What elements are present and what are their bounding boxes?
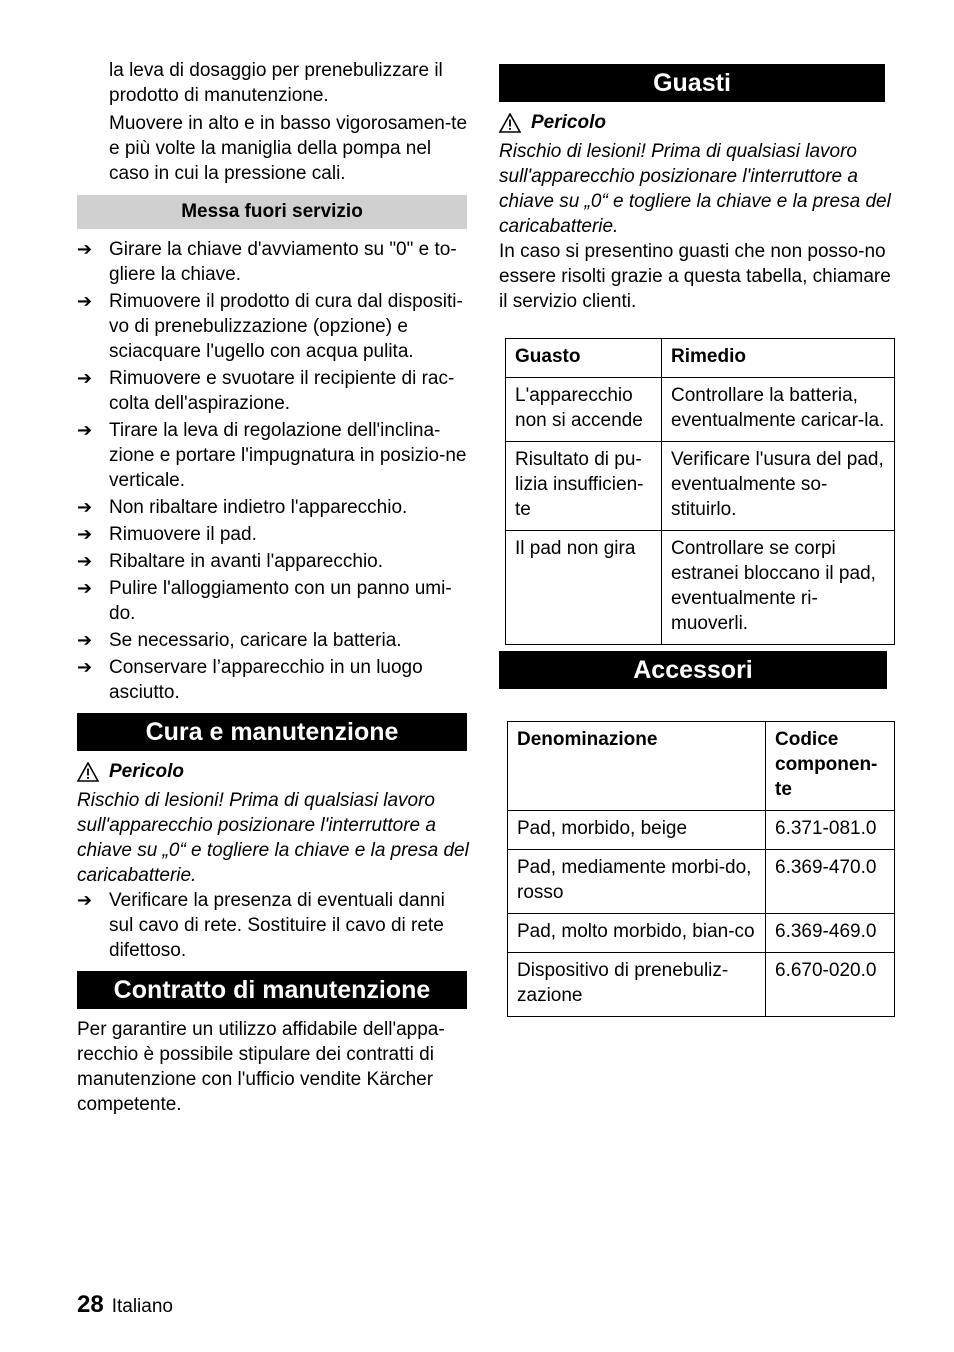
arrow-right-icon: ➔	[77, 657, 93, 678]
accessori-table	[507, 721, 895, 1017]
table-header-cell: Guasto	[506, 339, 662, 378]
danger-label: Pericolo	[77, 759, 473, 784]
list-item: ➔ Rimuovere il prodotto di cura dal dispositi-vo di prenebulizzazione (opzione) e sciacquare l'ugello con acqua pulita.	[77, 291, 463, 362]
table-cell: 6.371-081.0	[766, 811, 895, 850]
warning-triangle-icon	[77, 762, 99, 782]
table-row	[508, 850, 895, 914]
messa-fuori-servizio-heading: Messa fuori servizio	[77, 195, 467, 229]
table-header-row	[506, 339, 895, 378]
left-column	[77, 58, 473, 1117]
table-row	[506, 442, 895, 531]
contratto-text: Per garantire un utilizzo affidabile dell'appa-recchio è possibile stipulare dei contratti di manutenzione con l'ufficio vendite Kärcher competente.	[77, 1019, 445, 1115]
table-cell: Il pad non gira	[506, 531, 662, 645]
arrow-right-icon: ➔	[77, 368, 93, 389]
warning-triangle-icon	[499, 113, 521, 133]
table-header-cell: Rimedio	[662, 339, 895, 378]
table-cell: Risultato di pu-lizia insufficien-te	[506, 442, 662, 531]
table-header-cell: Denominazione	[508, 722, 766, 811]
table-row	[508, 953, 895, 1017]
arrow-right-icon: ➔	[77, 497, 93, 518]
arrow-right-icon: ➔	[77, 890, 93, 911]
arrow-right-icon: ➔	[77, 551, 93, 572]
table-cell: Pad, molto morbido, bian-co	[508, 914, 766, 953]
arrow-right-icon: ➔	[77, 630, 93, 651]
table-cell: Pad, mediamente morbi-do, rosso	[508, 850, 766, 914]
table-cell: Controllare la batteria, eventualmente caricar-la.	[662, 378, 895, 442]
table-row	[506, 378, 895, 442]
accessori-heading: Accessori	[499, 651, 887, 689]
list-item: ➔ Ribaltare in avanti l'apparecchio.	[77, 551, 384, 572]
cura-steps	[77, 888, 473, 963]
table-cell: L'apparecchio non si accende	[506, 378, 662, 442]
table-cell: 6.369-470.0	[766, 850, 895, 914]
table-header-row	[508, 722, 895, 811]
list-item: ➔ Tirare la leva di regolazione dell'inclina-zione e portare l'impugnatura in posizio-ne verticale.	[77, 420, 467, 491]
table-cell: 6.369-469.0	[766, 914, 895, 953]
list-item: ➔ Verificare la presenza di eventuali danni sul cavo di rete. Sostituire il cavo di rete difettoso.	[77, 890, 445, 961]
table-cell: Verificare l'usura del pad, eventualmente so-stituirlo.	[662, 442, 895, 531]
cura-manutenzione-heading: Cura e manutenzione	[77, 713, 467, 751]
table-cell: 6.670-020.0	[766, 953, 895, 1017]
arrow-right-icon: ➔	[77, 291, 93, 312]
intro-paragraph-1: la leva di dosaggio per prenebulizzare il prodotto di manutenzione.	[109, 60, 443, 106]
table-header-cell: Codice componen-te	[766, 722, 895, 811]
list-item: ➔ Pulire l'alloggiamento con un panno umi-do.	[77, 578, 452, 624]
arrow-right-icon: ➔	[77, 239, 93, 260]
danger-text: Rischio di lesioni! Prima di qualsiasi lavoro sull'apparecchio posizionare l'interruttore a chiave su „0“ e togliere la chiave e la presa del caricabatterie.	[77, 790, 469, 886]
contratto-manutenzione-heading: Contratto di manutenzione	[77, 971, 467, 1009]
intro-paragraph-2: Muovere in alto e in basso vigorosamen-te e più volte la maniglia della pompa nel caso in cui la pressione cali.	[109, 113, 468, 184]
list-item: ➔ Se necessario, caricare la batteria.	[77, 630, 402, 651]
language-label: Italiano	[111, 1296, 173, 1317]
table-row	[506, 531, 895, 645]
arrow-right-icon: ➔	[77, 524, 93, 545]
table-cell: Dispositivo di prenebuliz-zazione	[508, 953, 766, 1017]
table-row	[508, 811, 895, 850]
table-cell: Controllare se corpi estranei bloccano il pad, eventualmente ri-muoverli.	[662, 531, 895, 645]
guasti-heading: Guasti	[499, 64, 885, 102]
messa-fuori-servizio-steps	[77, 237, 473, 705]
list-item: ➔ Rimuovere e svuotare il recipiente di rac-colta dell'aspirazione.	[77, 368, 455, 414]
page-footer	[77, 1292, 173, 1319]
list-item: ➔ Non ribaltare indietro l'apparecchio.	[77, 497, 408, 518]
danger-label: Pericolo	[499, 110, 895, 135]
arrow-right-icon: ➔	[77, 578, 93, 599]
list-item: ➔ Conservare l’apparecchio in un luogo asciutto.	[77, 657, 423, 703]
table-cell: Pad, morbido, beige	[508, 811, 766, 850]
page-number: 28	[77, 1291, 104, 1318]
list-item: ➔ Rimuovere il pad.	[77, 524, 257, 545]
guasti-table	[505, 338, 895, 645]
guasti-text: In caso si presentino guasti che non posso-no essere risolti grazie a questa tabella, chiamare il servizio clienti.	[499, 241, 891, 312]
arrow-right-icon: ➔	[77, 420, 93, 441]
right-column	[499, 58, 895, 1017]
table-row	[508, 914, 895, 953]
danger-text: Rischio di lesioni! Prima di qualsiasi lavoro sull'apparecchio posizionare l'interruttore a chiave su „0“ e togliere la chiave e la presa del caricabatterie.	[499, 141, 891, 237]
list-item: ➔ Girare la chiave d'avviamento su "0" e to-gliere la chiave.	[77, 239, 457, 285]
